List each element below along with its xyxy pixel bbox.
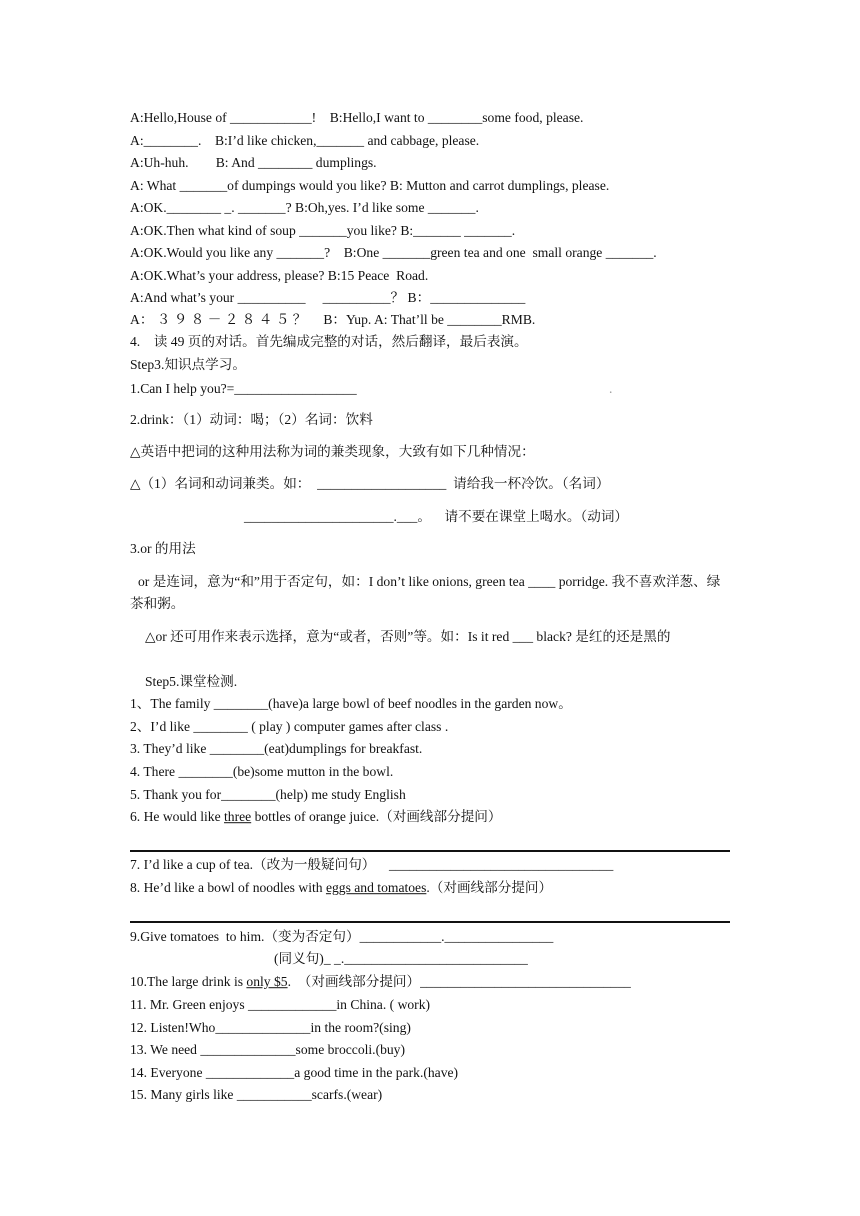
stray-dot: . xyxy=(609,381,613,397)
dialogue-line-10: A： ３ ９ ８ － ２ ８ ４ ５ ？ B：Yup. A: That’ll be ________RMB. xyxy=(130,312,536,328)
dialogue-line-8: A:OK.What’s your address, please? B:15 Peace Road. xyxy=(130,268,429,284)
question-11: 11. Mr. Green enjoys _____________in China. ( work) xyxy=(130,997,431,1013)
question-8 xyxy=(130,881,552,895)
question-9-synonym: (同义句)_ _.___________________________ xyxy=(274,951,528,967)
question-4: 4. There ________(be)some mutton in the bowl. xyxy=(130,764,394,780)
knowledge-2-case-1: △（1）名词和动词兼类。如： ___________________ 请给我一杯冷饮。（名词） xyxy=(130,476,610,492)
dialogue-line-9: A:And what’s your __________ __________？ B：______________ xyxy=(130,290,526,306)
dialogue-line-4: A: What _______of dumpings would you like? B: Mutton and carrot dumplings, please. xyxy=(130,178,610,194)
question-9: 9.Give tomatoes to him.（变为否定句）____________.________________ xyxy=(130,929,554,945)
question-6-underlined: three xyxy=(224,809,252,825)
knowledge-3-para-1: or 是连词，意为“和”用于否定句，如：I don’t like onions, green tea ____ porridge. 我不喜欢洋葱、绿茶和粥。 xyxy=(130,574,721,611)
question-1: 1、The family ________(have)a large bowl of beef noodles in the garden now。 xyxy=(130,696,572,712)
dialogue-line-3: A:Uh-huh. B: And ________ dumplings. xyxy=(130,155,377,171)
question-14: 14. Everyone _____________a good time in the park.(have) xyxy=(130,1065,459,1081)
task-4: 4. 读 49 页的对话。首先编成完整的对话，然后翻译，最后表演。 xyxy=(130,334,528,350)
answer-line-6 xyxy=(130,850,730,852)
knowledge-3: 3.or 的用法 xyxy=(130,541,196,557)
knowledge-2: 2.drink：（1）动词：喝；（2）名词：饮料 xyxy=(130,412,373,428)
question-10 xyxy=(130,975,631,989)
question-8-text-end: .（对画线部分提问） xyxy=(426,880,553,896)
question-2: 2、I’d like ________ ( play ) computer games after class . xyxy=(130,719,449,735)
dialogue-line-6: A:OK.Then what kind of soup _______you like? B:_______ _______. xyxy=(130,223,516,239)
question-5: 5. Thank you for________(help) me study English xyxy=(130,787,406,803)
question-6-text: 6. He would like xyxy=(130,809,225,825)
question-6 xyxy=(130,810,502,824)
answer-line-8 xyxy=(130,921,730,923)
question-8-underlined: eggs and tomatoes xyxy=(325,880,427,896)
question-13: 13. We need ______________some broccoli.(buy) xyxy=(130,1042,406,1058)
question-10-underlined: only $5 xyxy=(246,974,288,990)
question-6-text-end: bottles of orange juice.（对画线部分提问） xyxy=(251,809,502,825)
question-10-text-end: . （对画线部分提问）_______________________________ xyxy=(287,974,631,990)
dialogue-line-1: A:Hello,House of ____________! B:Hello,I want to ________some food, please. xyxy=(130,110,584,126)
question-3: 3. They’d like ________(eat)dumplings for breakfast. xyxy=(130,741,423,757)
dialogue-line-5: A:OK.________ _. _______? B:Oh,yes. I’d like some _______. xyxy=(130,200,479,216)
step5-heading: Step5.课堂检测. xyxy=(145,674,238,690)
question-15: 15. Many girls like ___________scarfs.(wear) xyxy=(130,1087,383,1103)
question-7: 7. I’d like a cup of tea.（改为一般疑问句） _________________________________ xyxy=(130,857,614,873)
question-8-text: 8. He’d like a bowl of noodles with xyxy=(130,880,326,896)
step3-heading: Step3.知识点学习。 xyxy=(130,357,246,373)
knowledge-2-note: △英语中把词的这种用法称为词的兼类现象，大致有如下几种情况： xyxy=(130,444,535,460)
dialogue-line-7: A:OK.Would you like any _______? B:One _______green tea and one small orange _______. xyxy=(130,245,657,261)
question-12: 12. Listen!Who______________in the room?(sing) xyxy=(130,1020,411,1036)
question-10-text: 10.The large drink is xyxy=(130,974,247,990)
knowledge-1: 1.Can I help you?=__________________ xyxy=(130,381,357,397)
knowledge-3-para-2: △or 还可用作来表示选择，意为“或者，否则”等。如：Is it red ___ black? 是红的还是黑的 xyxy=(145,629,671,644)
dialogue-line-2: A:________. B:I’d like chicken,_______ and cabbage, please. xyxy=(130,133,480,149)
knowledge-2-case-2: ______________________.___。 请不要在课堂上喝水。（动词） xyxy=(244,509,629,525)
